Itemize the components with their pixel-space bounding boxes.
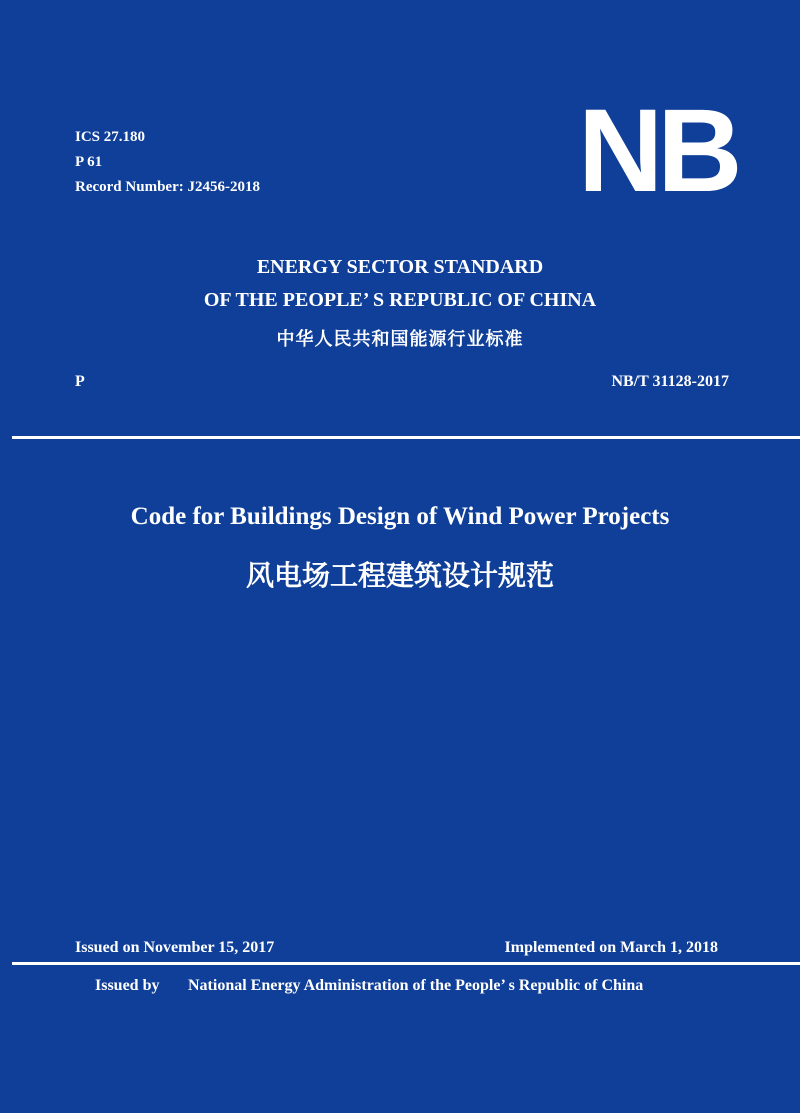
top-divider <box>12 436 800 439</box>
issuer-name: National Energy Administration of the People’ s Republic of China <box>188 977 644 994</box>
issued-by-label: Issued by <box>95 977 160 994</box>
implemented-on-date: Implemented on March 1, 2018 <box>504 939 718 956</box>
ics-code: ICS 27.180 <box>75 129 146 145</box>
issued-by-line <box>95 975 643 997</box>
document-title-cn: 风电场工程建筑设计规范 <box>245 559 554 592</box>
nb-logo: NB <box>578 85 737 217</box>
classification-code: P 61 <box>75 154 103 170</box>
document-title-en: Code for Buildings Design of Wind Power Projects <box>130 503 670 530</box>
standard-category: P <box>75 373 85 390</box>
standard-number: NB/T 31128-2017 <box>611 373 729 390</box>
bottom-divider <box>12 962 800 965</box>
issued-on-date: Issued on November 15, 2017 <box>75 939 275 956</box>
record-number: Record Number: J2456-2018 <box>75 179 260 195</box>
standard-title-en-line2: OF THE PEOPLE’ S REPUBLIC OF CHINA <box>203 289 597 311</box>
meta-block <box>75 125 260 200</box>
standard-title-cn: 中华人民共和国能源行业标准 <box>276 329 524 350</box>
standard-title-en-line1: ENERGY SECTOR STANDARD <box>256 256 544 278</box>
